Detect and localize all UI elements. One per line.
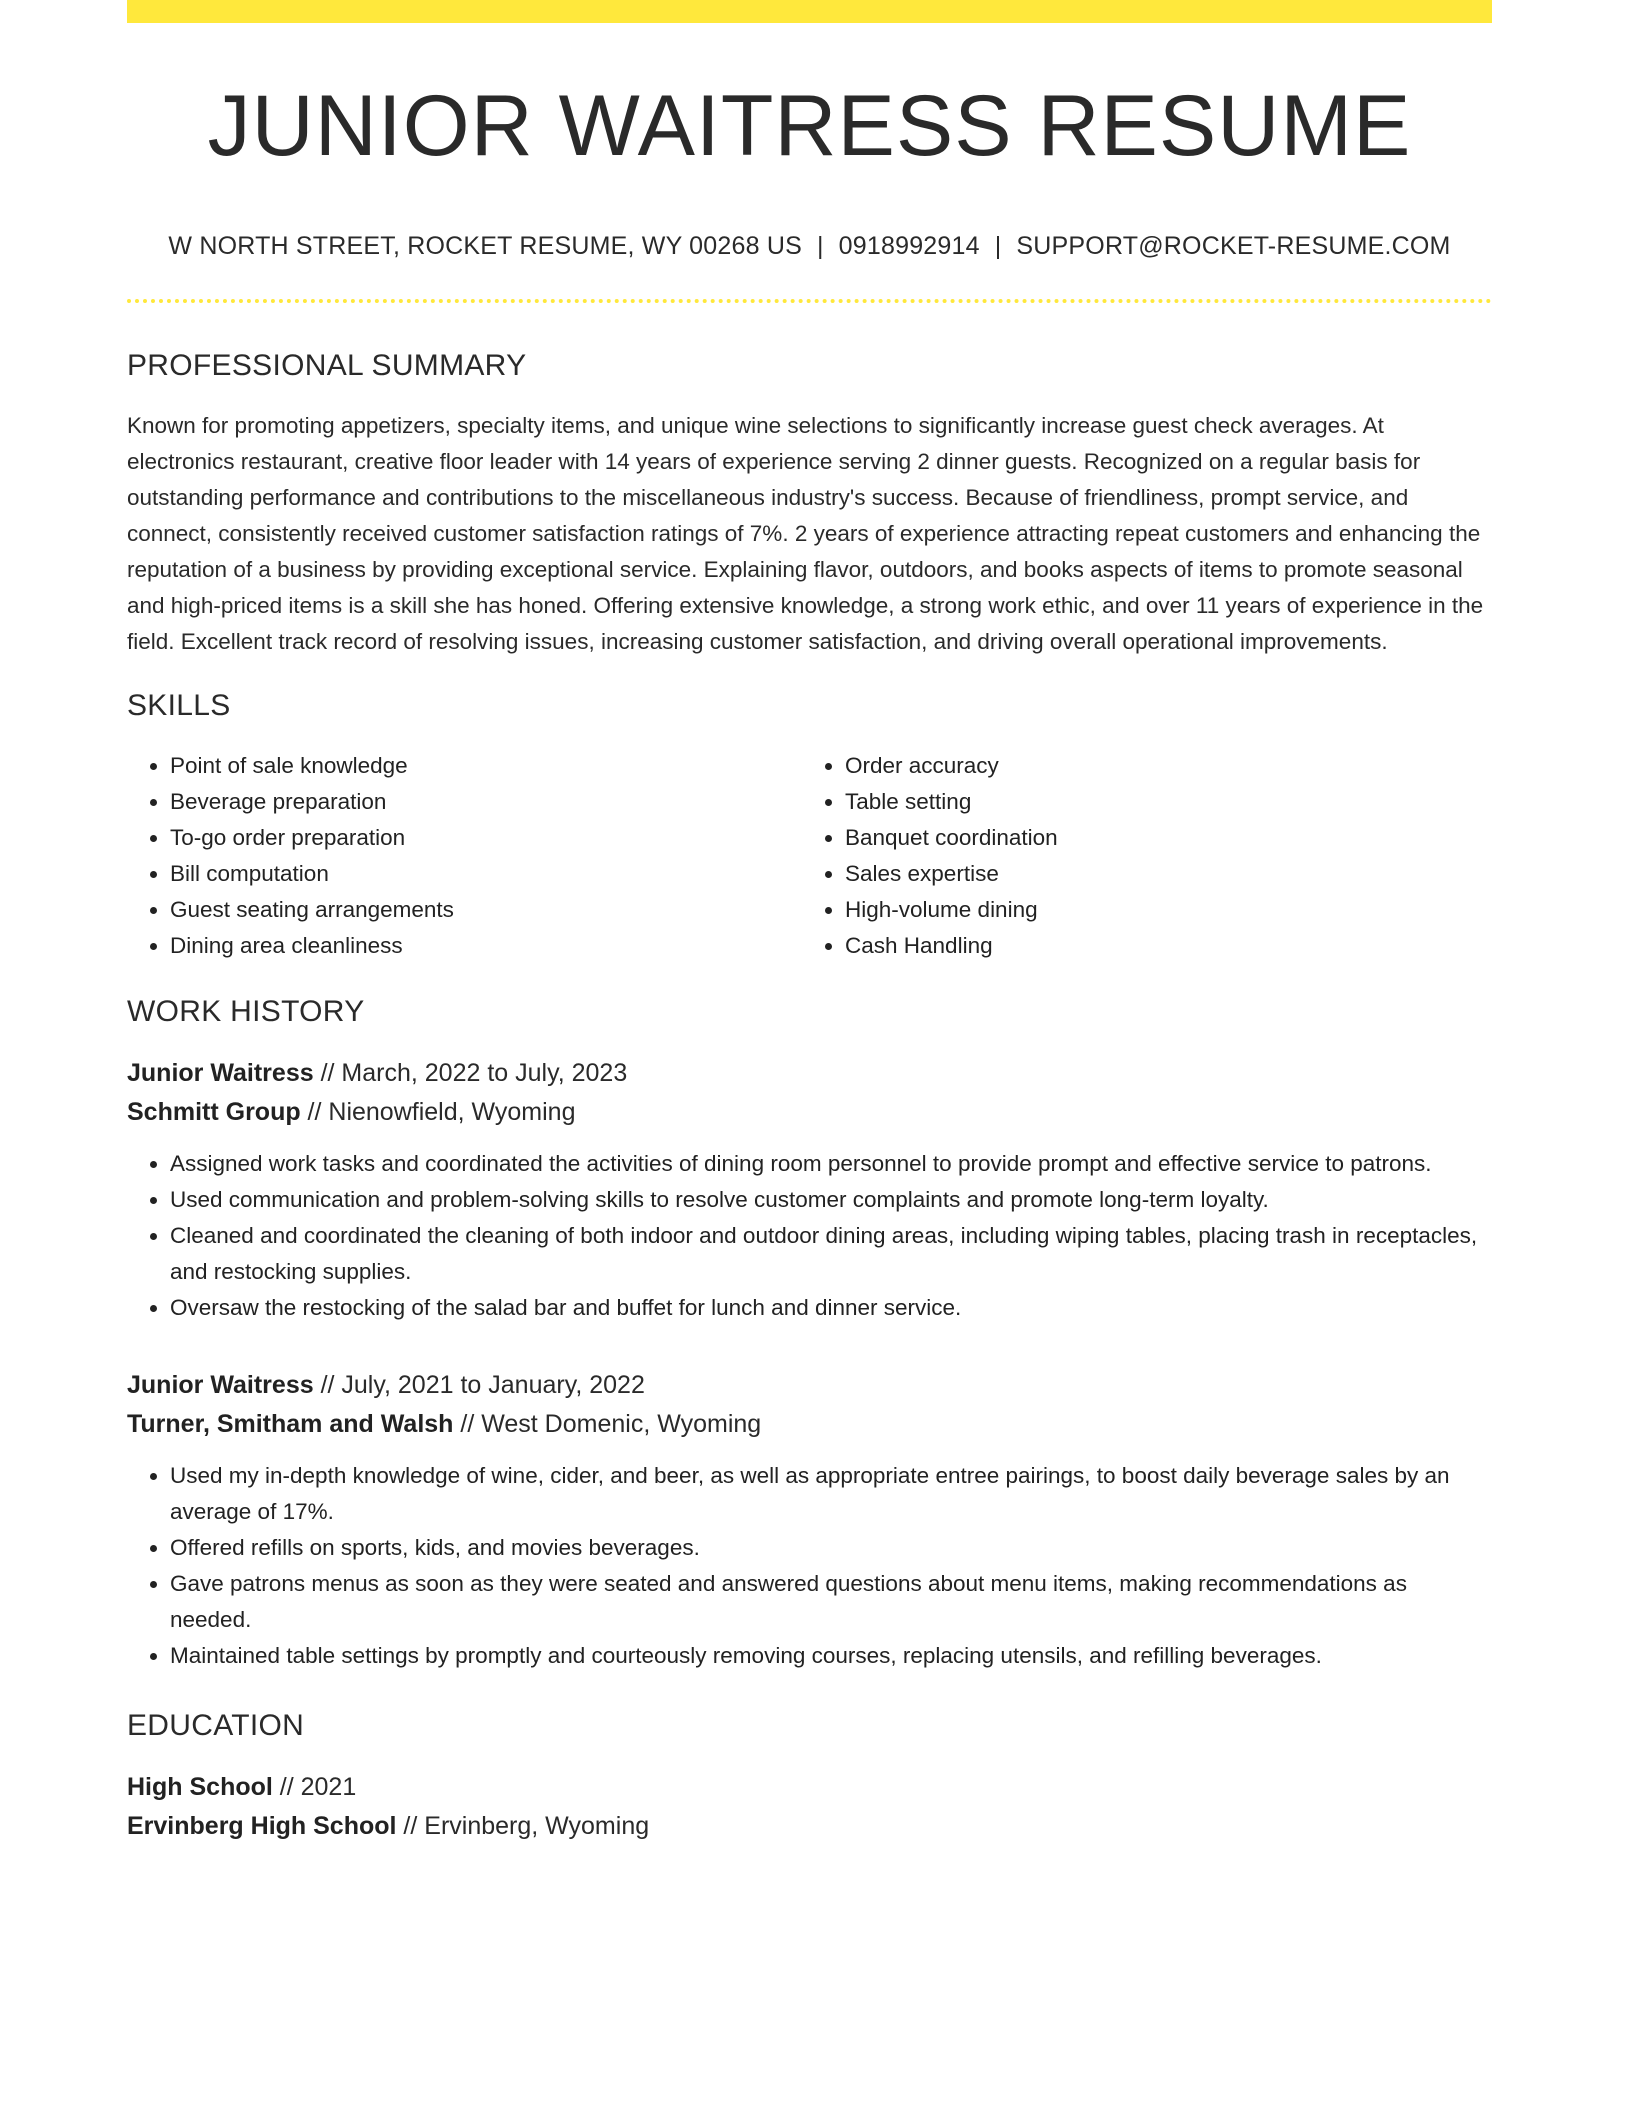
skill-item: • To-go order preparation — [170, 820, 800, 856]
skills-column-right — [800, 748, 1475, 964]
skills-list — [127, 748, 1492, 964]
job-title: Junior Waitress — [127, 1059, 314, 1087]
section-heading-skills: SKILLS — [127, 689, 231, 722]
contact-phone: 0918992914 — [838, 232, 980, 260]
contact-separator: | — [816, 232, 824, 260]
education-entry — [127, 1768, 1492, 1846]
duty-item: • Gave patrons menus as soon as they were seated and answered questions about menu items, making recommendations as needed. — [170, 1566, 1492, 1638]
duty-item: • Oversaw the restocking of the salad bar and buffet for lunch and dinner service. — [170, 1290, 1492, 1326]
job-duties — [127, 1146, 1492, 1326]
contact-address: W NORTH STREET, ROCKET RESUME, WY 00268 US — [168, 232, 802, 260]
job-dates: // July, 2021 to January, 2022 — [313, 1371, 645, 1399]
duty-item: • Offered refills on sports, kids, and movies beverages. — [170, 1530, 1492, 1566]
job-dates: // March, 2022 to July, 2023 — [313, 1059, 628, 1087]
education-school-line — [127, 1807, 1492, 1846]
skill-item: • Banquet coordination — [845, 820, 1475, 856]
job-company-line — [127, 1093, 1492, 1132]
duty-item: • Maintained table settings by promptly and courteously removing courses, replacing utensils, and refilling beverages. — [170, 1638, 1492, 1674]
skill-item: • Beverage preparation — [170, 784, 800, 820]
contact-separator: | — [994, 232, 1002, 260]
education-location: // Ervinberg, Wyoming — [396, 1812, 650, 1840]
duty-item: • Cleaned and coordinated the cleaning of both indoor and outdoor dining areas, including wiping tables, placing trash in receptacles, and restocking supplies. — [170, 1218, 1492, 1290]
skill-item: • Cash Handling — [845, 928, 1475, 964]
section-heading-education: EDUCATION — [127, 1709, 305, 1742]
accent-top-bar — [127, 0, 1492, 23]
skill-item: • Order accuracy — [845, 748, 1475, 784]
job-location: // West Domenic, Wyoming — [453, 1410, 762, 1438]
job-title: Junior Waitress — [127, 1371, 314, 1399]
contact-line — [127, 231, 1492, 261]
duty-item: • Used communication and problem-solving skills to resolve customer complaints and promote long-term loyalty. — [170, 1182, 1492, 1218]
duty-item: • Assigned work tasks and coordinated the activities of dining room personnel to provide prompt and effective service to patrons. — [170, 1146, 1492, 1182]
education-year: // 2021 — [272, 1773, 357, 1801]
section-heading-summary: PROFESSIONAL SUMMARY — [127, 349, 527, 382]
job-location: // Nienowfield, Wyoming — [300, 1098, 576, 1126]
job-title-line — [127, 1366, 1492, 1405]
duty-item: • Used my in-depth knowledge of wine, cider, and beer, as well as appropriate entree pairings, to boost daily beverage sales by an average of 17%. — [170, 1458, 1492, 1530]
skill-item: • Dining area cleanliness — [170, 928, 800, 964]
job-company: Turner, Smitham and Walsh — [127, 1410, 454, 1438]
summary-text: Known for promoting appetizers, specialty items, and unique wine selections to significantly increase guest check averages. At electronics restaurant, creative floor leader with 14 years of experience serving 2 dinner guests. Recognized on a regular basis for outstanding performance and contributions to the miscellaneous industry's success. Because of friendliness, prompt service, and connect, consistently received customer satisfaction ratings of 7%. 2 years of experience attracting repeat customers and enhancing the reputation of a business by providing exceptional service. Explaining flavor, outdoors, and books aspects of items to promote seasonal and high-priced items is a skill she has honed. Offering extensive knowledge, a strong work ethic, and over 11 years of experience in the field. Excellent track record of resolving issues, increasing customer satisfaction, and driving overall operational improvements. — [127, 413, 1484, 654]
job-company: Schmitt Group — [127, 1098, 301, 1126]
skill-item: • Guest seating arrangements — [170, 892, 800, 928]
education-school: Ervinberg High School — [127, 1812, 397, 1840]
resume-page — [127, 0, 1492, 1846]
resume-title: JUNIOR WAITRESS RESUME — [207, 78, 1412, 174]
skill-item: • Table setting — [845, 784, 1475, 820]
job-title-line — [127, 1054, 1492, 1093]
skills-column-left — [127, 748, 800, 964]
education-degree: High School — [127, 1773, 273, 1801]
job-duties — [127, 1458, 1492, 1674]
skill-item: • Bill computation — [170, 856, 800, 892]
education-degree-line — [127, 1768, 1492, 1807]
section-heading-work-history: WORK HISTORY — [127, 995, 365, 1028]
dotted-divider — [127, 299, 1492, 303]
job-company-line — [127, 1405, 1492, 1444]
contact-email: SUPPORT@ROCKET-RESUME.COM — [1016, 232, 1451, 260]
skill-item: • Point of sale knowledge — [170, 748, 800, 784]
job-entry — [127, 1366, 1492, 1674]
skill-item: • Sales expertise — [845, 856, 1475, 892]
skill-item: • High-volume dining — [845, 892, 1475, 928]
job-entry — [127, 1054, 1492, 1326]
